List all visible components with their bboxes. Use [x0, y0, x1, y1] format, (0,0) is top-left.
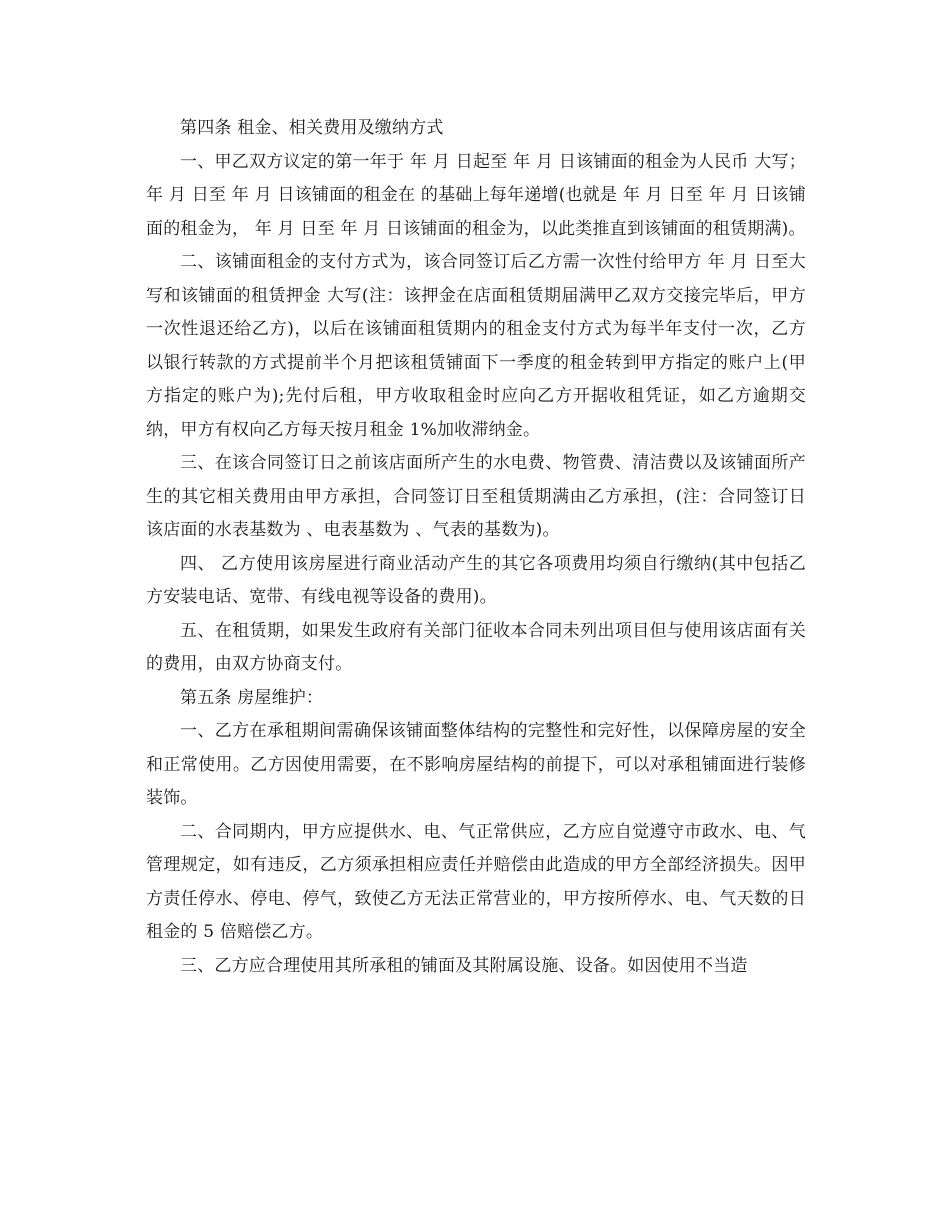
document-page	[146, 112, 806, 983]
article-4-paragraph-1: 一、甲乙双方议定的第一年于 年 月 日起至 年 月 日该铺面的租金为人民币 大写；年 月 日至 年 月 日该铺面的租金在 的基础上每年递增(也就是 年 月 日至 年 月 日该铺面的租金为， 年 月 日至 年 月 日该铺面的租金为，以此类推直到该铺面的租赁期满)。	[146, 151, 806, 239]
article-4-heading: 第四条 租金、相关费用及缴纳方式	[180, 118, 444, 138]
article-5-heading: 第五条 房屋维护：	[180, 687, 324, 708]
article-5-paragraph-2: 二、合同期内，甲方应提供水、电、气正常供应，乙方应自觉遵守市政水、电、气管理规定，如有违反，乙方须承担相应责任并赔偿由此造成的甲方全部经济损失。因甲方责任停水、停电、停气，致使乙方无法正常营业的，甲方按所停水、电、气天数的日租金的 5 倍赔偿乙方。	[146, 821, 806, 942]
article-4-paragraph-3: 三、在该合同签订日之前该店面所产生的水电费、物管费、清洁费以及该铺面所产生的其它相关费用由甲方承担，合同签订日至租赁期满由乙方承担，(注：合同签订日该店面的水表基数为 、电表基数为 、气表的基数为)。	[146, 453, 806, 540]
article-5-paragraph-1: 一、乙方在承租期间需确保该铺面整体结构的完整性和完好性，以保障房屋的安全和正常使用。乙方因使用需要，在不影响房屋结构的前提下，可以对承租铺面进行装修装饰。	[146, 721, 806, 808]
article-4-paragraph-5: 五、在租赁期，如果发生政府有关部门征收本合同未列出项目但与使用该店面有关的费用，由双方协商支付。	[146, 620, 806, 674]
article-4-paragraph-4: 四、 乙方使用该房屋进行商业活动产生的其它各项费用均须自行缴纳(其中包括乙方安装电话、宽带、有线电视等设备的费用)。	[146, 553, 806, 607]
article-4-paragraph-2: 二、该铺面租金的支付方式为，该合同签订后乙方需一次性付给甲方 年 月 日至大写和该铺面的租赁押金 大写(注：该押金在店面租赁期届满甲乙双方交接完毕后，甲方一次性退还给乙方)，以后在该铺面租赁期内的租金支付方式为每半年支付一次，乙方以银行转款的方式提前半个月把该租赁铺面下一季度的租金转到甲方指定的账户上(甲方指定的账户为);先付后租，甲方收取租金时应向乙方开据收租凭证，如乙方逾期交纳，甲方有权向乙方每天按月租金 1%加收滞纳金。	[146, 252, 806, 440]
article-5-paragraph-3: 三、乙方应合理使用其所承租的铺面及其附属设施、设备。如因使用不当造	[180, 955, 748, 976]
